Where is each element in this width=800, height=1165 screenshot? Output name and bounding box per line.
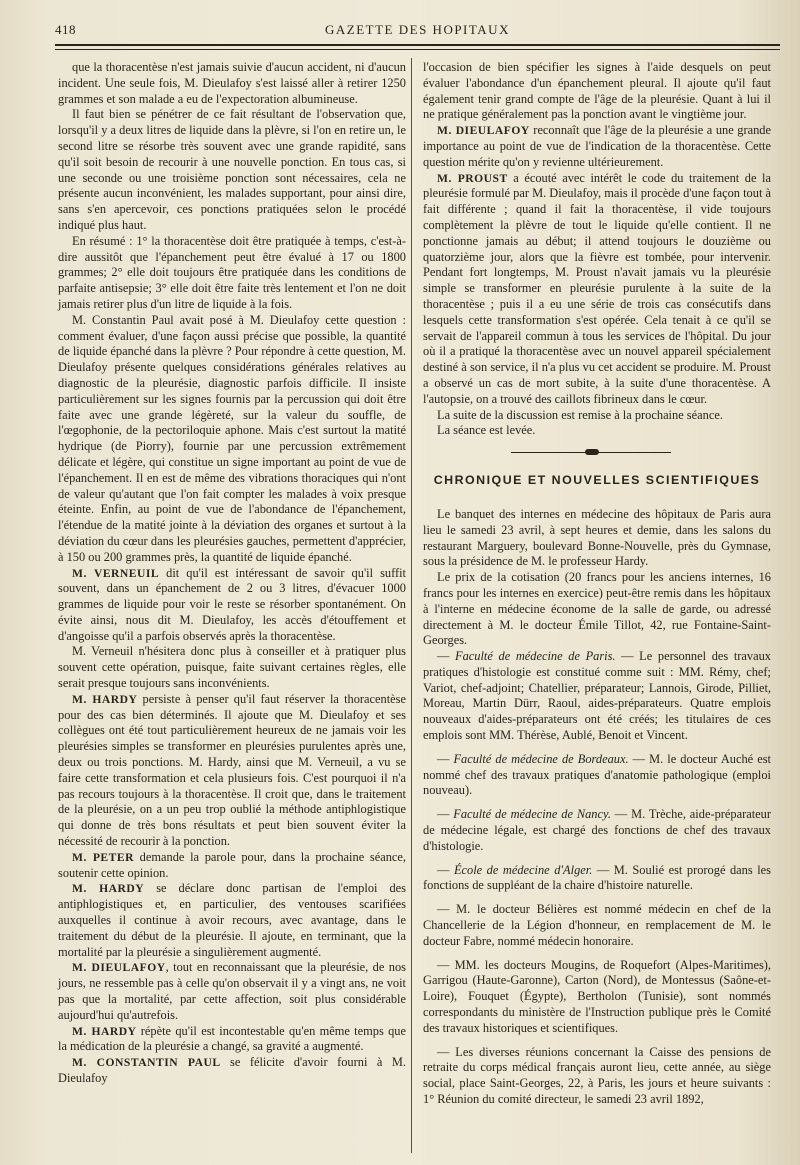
paragraph-spacer [423, 744, 771, 752]
paragraph-text: dit qu'il est intéressant de savoir qu'il suffit souvent, dans un épanchement de 2 ou 3 litres, d'évacuer 1000 grammes de liquide pour voir le reste se résorber spontanément. On évite ainsi, nous dit M. Dieulafoy, les accès d'étouffement et d'angoisse qu'il a parfois observés après la thoracentèse. [58, 565, 406, 643]
paragraph-text: se déclare donc partisan de l'emploi des antiphlogistiques et, en particulier, des ventouses scarifiées auxquelles il continue à avoir recours, avec avantage, dans le traitement du début de la pleurésie. Il ajoute, en terminant, que la mortalité par la pleurésie a singulièrement augmenté. [58, 881, 406, 959]
paragraph-text: — MM. les docteurs Mougins, de Roquefort (Alpes-Maritimes), Garrigou (Haute-Garonne), Carton (Nord), de Montessus (Saône-et-Loire), Fouquet (Égypte), Bertholon (Tunisie), sont nommés correspondants du ministère de l'Instruction publique près le Comité des travaux historiques et scientifiques. [423, 957, 771, 1035]
page-number: 418 [55, 22, 76, 37]
paragraph-text: se félicite d'avoir fourni à M. Dieulafoy [58, 1055, 406, 1085]
paragraph-text: demande la parole pour, dans la prochaine séance, soutenir cette opinion. [58, 849, 406, 880]
dash-lead: — [437, 751, 454, 766]
news-heading: Faculté de médecine de Bordeaux. [453, 751, 629, 766]
paragraph [423, 123, 771, 170]
news-heading: Faculté de médecine de Paris. [455, 649, 616, 664]
paragraph [58, 566, 406, 645]
paragraph-text: Le banquet des internes en médecine des hôpitaux de Paris aura lieu le samedi 23 avril, à sept heures et demie, dans les salons du restaurant Marguery, boulevard Bonne-Nouvelle, près du Gymnase, sous la présidence de M. le professeur Hardy. [423, 506, 771, 569]
right-column [423, 60, 771, 1116]
dash-lead: — [437, 807, 454, 822]
paragraph-spacer [423, 855, 771, 863]
paragraph [58, 960, 406, 1023]
left-column [58, 60, 406, 1087]
paragraph-text: — M. Soulié est prorogé dans les fonctions de suppléant de la chaire d'histoire naturelle. [423, 862, 771, 893]
paragraph-text: l'occasion de bien spécifier les signes à l'aide desquels on peut évaluer l'abondance d'un épanchement pleural. Il ajoute qu'il faut également tenir grand compte de l'âge de la pleurésie. Quant à lui il ne pratique généralement pas la ponction avant le vingtième jour. [423, 60, 771, 122]
paragraph [58, 692, 406, 850]
paragraph-text: — Le personnel des travaux pratiques d'histologie est constitué comme suit : MM. Rémy, chef; Variot, chef-adjoint; Chatellier, préparateur; Lannois, Girode, Pilliet, Moreau, Martin Dürr, Raoul, aides-préparateurs. Quatre emplois nouveaux d'aides-préparateurs ont été créés; les titulaires de ces emplois sont MM. Thérèse, Aublé, Benoit et Vincent. [423, 649, 771, 743]
paragraph-text: répète qu'il est incontestable qu'en même temps que la médication de la pleurésie a changé, sa gravité a augmenté. [58, 1023, 406, 1054]
header-rule-thick [55, 44, 780, 46]
paragraph [423, 863, 771, 895]
dash-lead: — [437, 649, 456, 664]
paragraph: M. Constantin Paul avait posé à M. Dieulafoy cette question : comment évaluer, d'une façon aussi précise que possible, la quantité de liquide épanché dans la plèvre ? Pour répondre à cette question, M. Dieulafoy présente quelques considérations générales relatives au diagnostic de la pleurésie, diagnostic parfois difficile. Il insiste particulièrement sur les signes fournis par la percussion qui doit être faite avec une grande légèreté, sur la valeur du souffle, de l'œgophonie, de la pectoriloquie aphone. Mais c'est surtout la matité hydrique (de Piorry), fournie par une percussion extrêmement délicate et légère, qui constitue un signe important au point de vue de l'épanchement. Il en est de même des vibrations thoraciques qui n'ont de valeur qu'autant que l'on fait compter les malades à voix presque éteinte. Enfin, au point de vue de l'abondance de l'épanchement, l'étendue de la matité jointe à la déviation des organes et surtout à la déviation du cœur dans les pleurésies gauches, permettent d'apprécier, à 150 ou 200 grammes près, la quantité de liquide épanché. [58, 312, 406, 564]
paragraph-spacer [423, 1037, 771, 1045]
page-header [55, 22, 780, 42]
speaker-name: M. HARDY [72, 1024, 137, 1038]
paragraph-spacer [423, 950, 771, 958]
paragraph-text: Le prix de la cotisation (20 francs pour les anciens internes, 16 francs pour les internes en exercice) peut-être remis dans les hôpitaux à l'interne en médecine économe de la salle de garde, ou adressé directement à M. le docteur Émile Tillot, 42, rue Fontaine-Saint-Georges. [423, 570, 771, 648]
paragraph-text: La suite de la discussion est remise à la prochaine séance. [437, 407, 723, 422]
paragraph: que la thoracentèse n'est jamais suivie d'aucun accident, ni d'aucun incident. Une seule fois, M. Dieulafoy s'est laissé aller à retirer 1250 grammes et son malade a eu de l'expectoration albumineuse. [58, 60, 406, 106]
paragraph [423, 902, 771, 949]
paragraph [58, 881, 406, 960]
speaker-name: M. HARDY [72, 692, 138, 706]
speaker-name: M. CONSTANTIN PAUL [72, 1056, 221, 1070]
paragraph-text: — M. le docteur Auché est nommé chef des travaux pratiques d'anatomie pathologique (emploi nouveau). [423, 751, 771, 798]
paragraph-text: reconnaît que l'âge de la pleurésie a une grande importance au point de vue de l'indication de la thoracentèse. Cette question mérite qu'on y revienne ultérieurement. [423, 123, 771, 169]
paragraph-spacer [423, 1108, 771, 1116]
speaker-name: M. PETER [72, 850, 134, 864]
paragraph [423, 1045, 771, 1108]
paragraph [423, 507, 771, 570]
news-heading: École de médecine d'Alger. [453, 862, 593, 877]
section-separator [423, 439, 771, 469]
paragraph [423, 752, 771, 799]
paragraph [423, 649, 771, 744]
paragraph [58, 1055, 406, 1087]
speaker-name: M. HARDY [72, 882, 145, 896]
dash-lead: — [437, 862, 454, 877]
paragraph-text: — M. Trèche, aide-préparateur de médecine légale, est chargé des fonctions de chef des travaux d'histologie. [423, 807, 771, 853]
speaker-name: M. DIEULAFOY [437, 124, 530, 138]
paragraph-text: La séance est levée. [437, 423, 536, 438]
paragraph [58, 850, 406, 882]
paragraph-text: persiste à penser qu'il faut réserver la thoracentèse pour des cas bien déterminés. Il ajoute que M. Dieulafoy et ses collègues ont été tout particulièrement heureux de ne jamais voir les pleurésies simples se transformer en pleurésies purulentes après une, deux ou trois ponctions. M. Hardy, ainsi que M. Verneuil, a vu se faire cette transformation et cela plusieurs fois. C'est pourquoi il n'a pas recours toujours à la thoracentèse. Il croit que, dans le traitement de la pleurésie, on a un peu trop oublié la méthode antiphlogistique qui donne de très bons résultats et peut bien souvent éviter la nécessité de recourir à la ponction. [58, 691, 407, 849]
paragraph-text: — Les diverses réunions concernant la Caisse des pensions de retraite du corps médical français auront lieu, cette année, au siège social, place Saint-Georges, 22, à Paris, les jours et heure suivants : 1° Réunion du comité directeur, le samedi 23 avril 1892, [423, 1044, 771, 1107]
paragraph [423, 171, 771, 408]
paragraph: Il faut bien se pénétrer de ce fait résultant de l'observation que, lorsqu'il y a deux litres de liquide dans la plèvre, si l'on en retire un, le second litre se résorbe très souvent avec une grande rapidité, sans qu'il soit besoin de recourir à une nouvelle ponction. En tous cas, si une seconde ou une troisième ponction sont nécessaires, cela ne présente aucun inconvénient, les malades supportant, pour ainsi dire, sans s'en apercevoir, ces ponctions pratiquées selon le procédé indiqué plus haut. [58, 107, 406, 232]
speaker-name: M. DIEULAFOY [72, 961, 166, 975]
paragraph [423, 958, 771, 1037]
column-divider [411, 58, 412, 1153]
speaker-name: M. PROUST [437, 171, 508, 185]
paragraph [423, 60, 771, 123]
header-rule-thin [55, 49, 780, 50]
running-title: GAZETTE DES HOPITAUX [325, 22, 510, 37]
paragraph-spacer [423, 799, 771, 807]
news-heading: Faculté de médecine de Nancy. [453, 807, 611, 822]
paragraph [58, 1024, 406, 1056]
paragraph [423, 408, 771, 424]
paragraph: En résumé : 1° la thoracentèse doit être pratiquée à temps, c'est-à-dire aussitôt que l'épanchement peut être évalué à 17 ou 1800 grammes; 2° elle doit toujours être pratiquée dans les conditions de parfaite antisepsie; 3° elle doit être faite très lentement et l'on ne doit jamais retirer plus d'un litre de liquide à la fois. [58, 233, 406, 311]
paragraph-text: — M. le docteur Bélières est nommé médecin en chef de la Chancellerie de la Légion d'honneur, en remplacement de M. le docteur Fabre, nommé médecin honoraire. [423, 902, 771, 948]
paragraph [423, 570, 771, 649]
paragraph-spacer [423, 894, 771, 902]
section-title: CHRONIQUE ET NOUVELLES SCIENTIFIQUES [433, 473, 761, 488]
speaker-name: M. VERNEUIL [72, 566, 160, 580]
paragraph: M. Verneuil n'hésitera donc plus à conseiller et à pratiquer plus souvent cette opération, puisque, faite suivant certaines règles, elle serait presque toujours sans inconvénients. [58, 644, 406, 691]
paragraph [423, 423, 771, 439]
paragraph [423, 807, 771, 854]
paragraph-text: , tout en reconnaissant que la pleurésie, de nos jours, ne ressemble pas à celle qu'on observait il y a vingt ans, ne voit pas que la mortalité, par cette affection, soit plus considérable aujourd'hui qu'autrefois. [58, 960, 406, 1022]
paragraph-text: a écouté avec intérêt le code du traitement de la pleurésie formulé par M. Dieulafoy, mais il procède d'une façon tout à fait différente ; quand il fait la thoracentèse, il vide toujours complètement la plèvre de tout le liquide qu'elle contient. Il ne ponctionne jamais au début; il attend toujours le douzième ou quatorzième jour, alors que la fièvre est tombée, pour intervenir. Pendant fort longtemps, M. Proust n'avait jamais vu la pleurésie simple se transformer en pleurésie purulente à la suite de la thoracentèse ; puis il a eu une série de trois cas consécutifs dans lesquels cette transformation s'est opérée. Cela tenait à ce qu'il se servait de l'appareil commun à tous les services de l'hôpital. Du jour où il a pratiqué la thoracentèse avec un nouvel appareil spécialement destiné à son service, il n'a plus vu cet accident se produire. M. Proust a observé un cas de mort subite, à la suite d'une thoracentèse. A l'autopsie, on a trouvé des caillots fibrineux dans le cœur. [423, 170, 771, 406]
